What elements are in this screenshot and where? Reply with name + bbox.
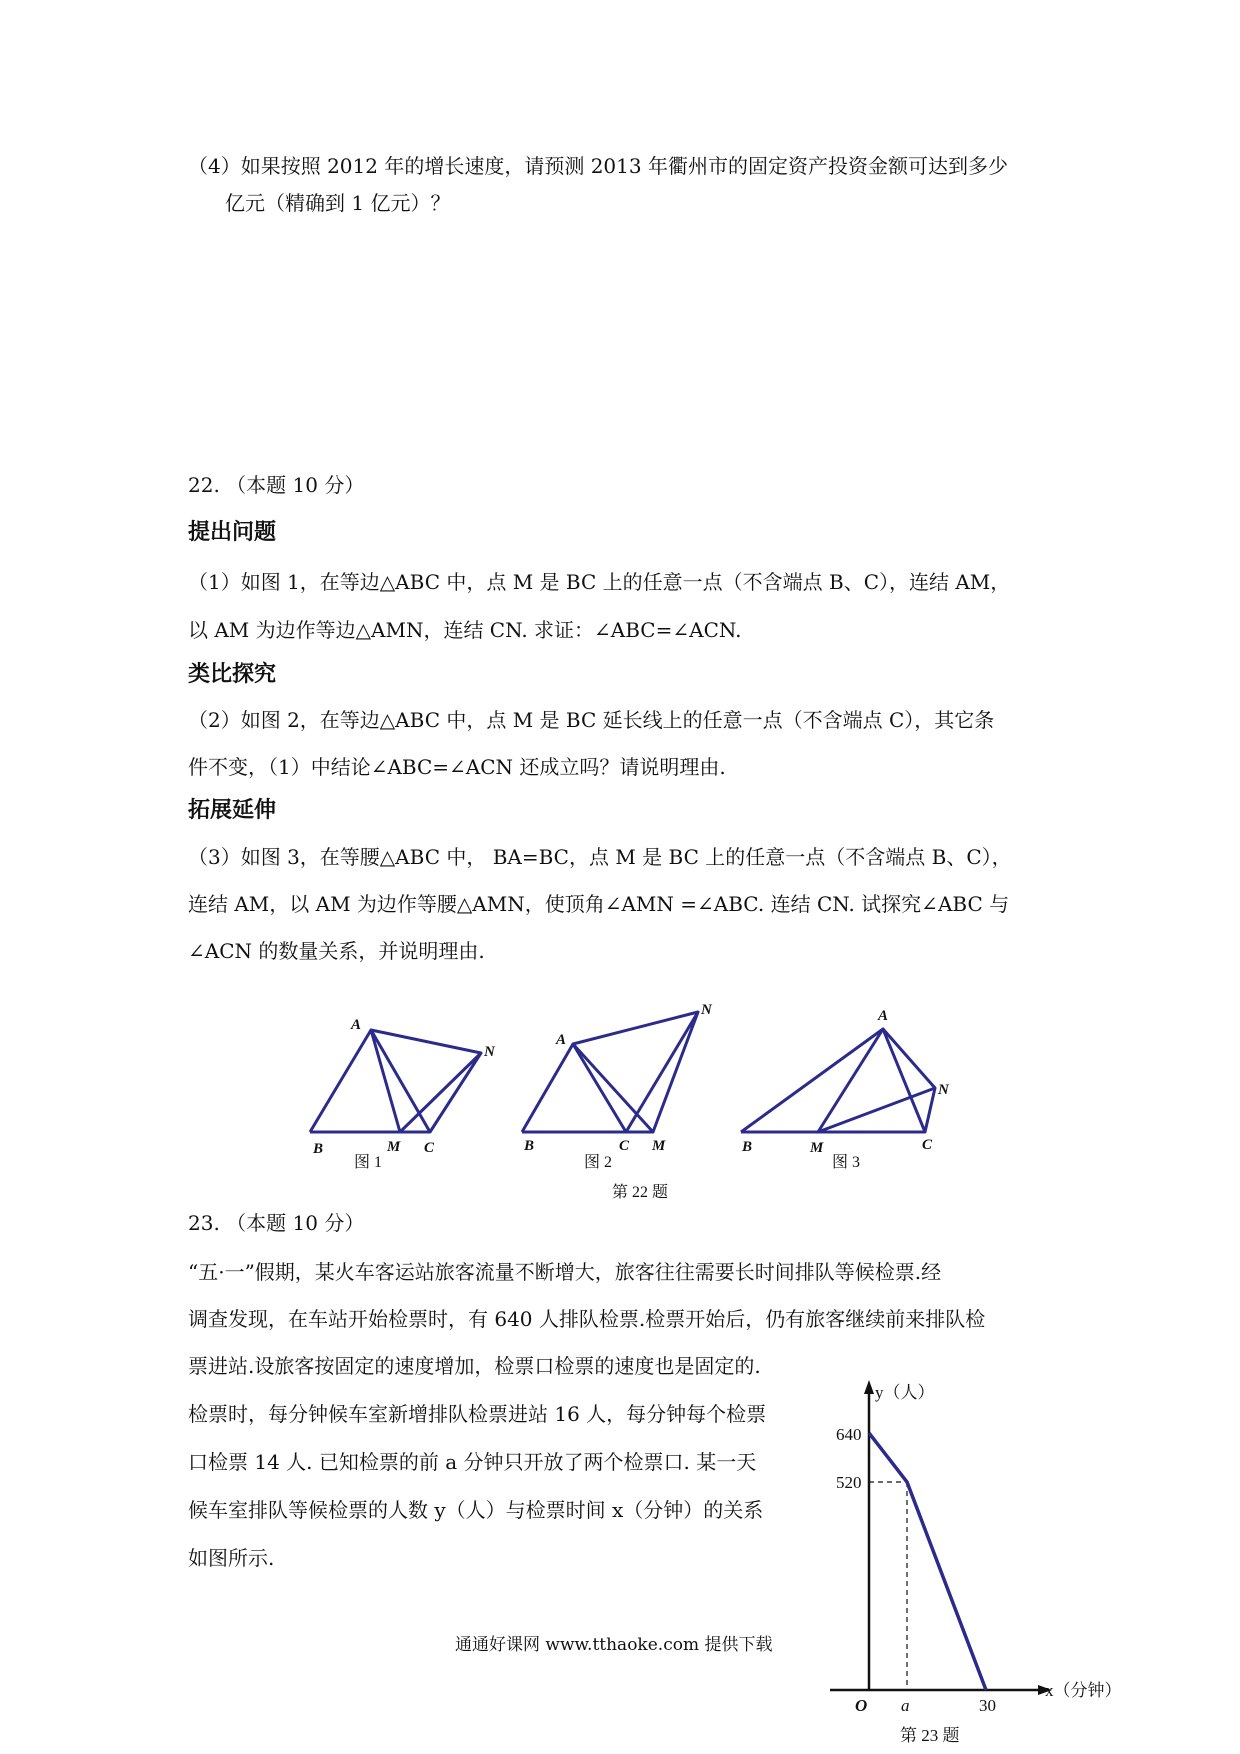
q23-line5: 口检票 14 人. 已知检票的前 a 分钟只开放了两个检票口. 某一天 [188, 1450, 757, 1474]
q21-part4-line1: （4）如果按照 2012 年的增长速度，请预测 2013 年衢州市的固定资产投资金额可达到多少 [188, 154, 1008, 178]
q23-line1: “五·一”假期，某火车客运站旅客流量不断增大，旅客往往需要长时间排队等候检票.经 [188, 1260, 942, 1284]
fig3-label-b: B [742, 1139, 753, 1155]
fig2-label-a: A [556, 1032, 567, 1048]
y-axis-label: y（人） [875, 1383, 935, 1402]
q22-sec3-title: 拓展延伸 [188, 798, 277, 823]
fig1-label-b: B [313, 1141, 324, 1157]
fig1-label-a: A [351, 1017, 362, 1033]
q22-figures-caption: 第 22 题 [612, 1184, 669, 1201]
q22-sec1-title: 提出问题 [188, 520, 277, 545]
origin-label: O [855, 1696, 868, 1715]
q23-line4: 检票时，每分钟候车室新增排队检票进站 16 人，每分钟每个检票 [188, 1402, 767, 1426]
q23-graph-caption: 第 23 题 [900, 1726, 960, 1745]
y-axis-arrow [864, 1380, 874, 1394]
x-tick-30: 30 [979, 1696, 996, 1715]
fig1-caption: 图 1 [354, 1154, 383, 1171]
q23-header: 23. （本题 10 分） [188, 1211, 365, 1235]
q22-sec3-line3: ∠ACN 的数量关系，并说明理由. [188, 939, 485, 963]
q23-line2: 调查发现，在车站开始检票时，有 640 人排队检票.检票开始后，仍有旅客继续前来排队检 [188, 1307, 986, 1331]
q23-line7: 如图所示. [188, 1546, 275, 1570]
fig3-caption: 图 3 [832, 1154, 861, 1171]
fig3-label-n: N [938, 1082, 949, 1098]
fig3-label-c: C [922, 1137, 933, 1153]
fig1-label-m: M [387, 1139, 401, 1155]
q22-sec3-line2: 连结 AM，以 AM 为边作等腰△AMN，使顶角∠AMN =∠ABC. 连结 CN. 试探究∠ABC 与 [188, 892, 1010, 916]
footer-download-note: 通通好课网 www.tthaoke.com 提供下载 [455, 1635, 773, 1655]
x-tick-a: a [901, 1696, 910, 1715]
fig2-label-n: N [701, 1002, 712, 1018]
q22-sec2-title: 类比探究 [188, 662, 277, 687]
fig1-label-n: N [484, 1044, 495, 1060]
fig2-label-c: C [619, 1138, 630, 1154]
queue-line [869, 1433, 986, 1690]
fig1-label-c: C [424, 1140, 435, 1156]
fig2-label-b: B [524, 1138, 535, 1154]
q22-sec1-line1: （1）如图 1，在等边△ABC 中，点 M 是 BC 上的任意一点（不含端点 B、C），连结 AM， [188, 570, 1011, 594]
q23-line3: 票进站.设旅客按固定的速度增加，检票口检票的速度也是固定的. [188, 1354, 761, 1378]
fig3-label-a: A [878, 1008, 889, 1024]
q22-header: 22. （本题 10 分） [188, 473, 365, 497]
q22-sec3-line1: （3）如图 3，在等腰△ABC 中， BA=BC，点 M 是 BC 上的任意一点（不含端点 B、C）， [188, 845, 1012, 869]
fig2-label-m: M [652, 1138, 666, 1154]
fig2-caption: 图 2 [584, 1154, 613, 1171]
q23-line6: 候车室排队等候检票的人数 y（人）与检票时间 x（分钟）的关系 [188, 1498, 764, 1522]
q22-sec2-line2: 件不变，（1）中结论∠ABC=∠ACN 还成立吗？请说明理由. [188, 755, 726, 779]
q22-sec2-line1: （2）如图 2，在等边△ABC 中，点 M 是 BC 延长线上的任意一点（不含端点 C），其它条 [188, 708, 995, 732]
q22-sec1-line2: 以 AM 为边作等边△AMN，连结 CN. 求证：∠ABC=∠ACN. [188, 618, 742, 642]
x-axis-label: x（分钟） [1045, 1681, 1122, 1700]
fig3-label-m: M [810, 1140, 824, 1156]
q21-part4-line2: 亿元（精确到 1 亿元）？ [225, 191, 451, 215]
y-tick-520: 520 [836, 1473, 862, 1492]
y-tick-640: 640 [836, 1425, 862, 1444]
